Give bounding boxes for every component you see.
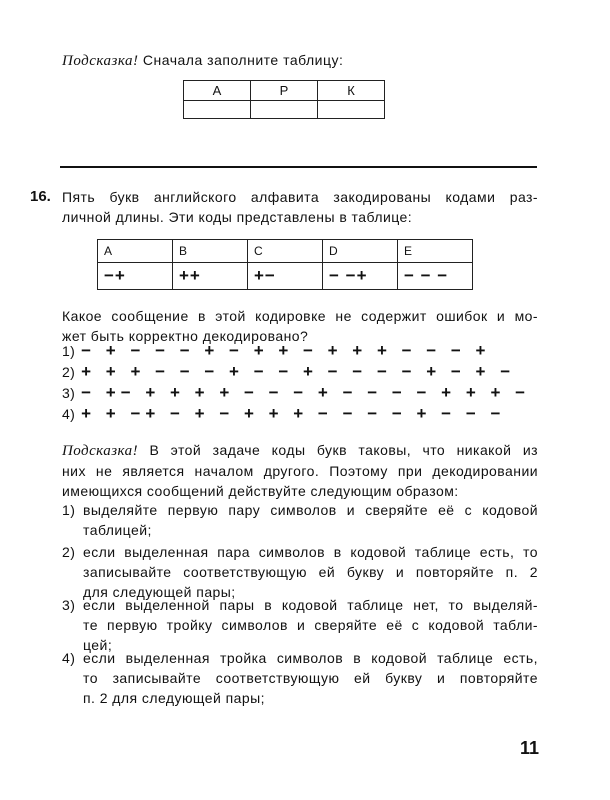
- code-table-letter: D: [323, 240, 398, 263]
- text-line: цей;: [83, 637, 113, 653]
- text-line: записывайте соответствующую ей букву и повторяйте п. 2: [83, 564, 538, 580]
- hint-text: Сначала заполните таблицу:: [142, 52, 344, 68]
- fill-table-header: Р: [251, 81, 318, 101]
- text-line: жет быть корректно декодировано?: [62, 328, 309, 344]
- code-table-code: − −+: [323, 263, 398, 290]
- text-line: п. 2 для следующей пары;: [83, 690, 265, 706]
- code-table-letter: C: [248, 240, 323, 263]
- code-table-code: − − −: [398, 263, 473, 290]
- hint-label: Подсказка!: [62, 443, 139, 459]
- code-table-letter: E: [398, 240, 473, 263]
- option-sequence: − +− + + + + − − − + − − − − + + + −: [81, 383, 531, 402]
- option-label: 2): [62, 364, 76, 380]
- text-line: таблицей;: [83, 522, 152, 538]
- step-number: 3): [62, 597, 76, 613]
- answer-option: [62, 341, 490, 361]
- text-line: имеющихся сообщений действуйте следующим образом:: [62, 483, 459, 499]
- option-sequence: + + + − − − + − − + − − − − + − + −: [81, 362, 516, 381]
- task-intro: [62, 187, 538, 227]
- step-item: [62, 595, 538, 655]
- code-table-letter: A: [98, 240, 173, 263]
- fill-table-header: К: [318, 81, 385, 101]
- task-question: [62, 306, 538, 346]
- text-line: Какое сообщение в этой кодировке не содержит ошибок и мо-: [62, 308, 538, 324]
- option-label: 3): [62, 385, 76, 401]
- code-table-code: −+: [98, 263, 173, 290]
- fill-table-cell: [184, 101, 251, 119]
- step-item: [62, 648, 538, 708]
- fill-table: [183, 80, 385, 119]
- option-sequence: + + −+ − + − + + + − − − − + − − −: [81, 404, 506, 423]
- code-table-code: ++: [173, 263, 248, 290]
- text-line: личной длины. Эти коды представлены в таблице:: [62, 209, 413, 225]
- hint-label: Подсказка!: [62, 53, 139, 69]
- hint-top: [62, 52, 343, 70]
- fill-table-cell: [251, 101, 318, 119]
- step-number: 4): [62, 650, 76, 666]
- fill-table-header: А: [184, 81, 251, 101]
- text-line: выделяйте первую пару символов и сверяйте её с кодовой: [83, 502, 538, 518]
- option-label: 1): [62, 343, 76, 359]
- step-item: [62, 542, 538, 602]
- code-table: [97, 239, 473, 290]
- answer-option: [62, 383, 530, 403]
- text-line: если выделенная пара символов в кодовой таблице есть, то: [83, 544, 538, 560]
- fill-table-cell: [318, 101, 385, 119]
- step-number: 2): [62, 544, 76, 560]
- text-line: для следующей пары;: [83, 584, 236, 600]
- text-line: них не является началом другого. Поэтому при декодировании: [62, 463, 538, 479]
- hint-text: В этой задаче коды букв таковы, что никакой из: [149, 442, 538, 458]
- text-line: если выделенная тройка символов в кодовой таблице есть,: [83, 650, 538, 666]
- page-number: 11: [520, 738, 540, 758]
- answer-line: [60, 166, 537, 168]
- option-label: 4): [62, 406, 76, 422]
- answer-option: [62, 362, 515, 382]
- hint-bottom: [62, 440, 538, 501]
- text-line: если выделенной пары в кодовой таблице нет, то выделяй-: [83, 597, 538, 613]
- text-line: Пять букв английского алфавита закодированы кодами раз-: [62, 189, 538, 205]
- code-table-letter: B: [173, 240, 248, 263]
- answer-option: [62, 404, 505, 424]
- task-number: 16.: [30, 188, 51, 205]
- option-sequence: − + − − − + − + + − + + + − − − +: [81, 341, 491, 360]
- step-number: 1): [62, 502, 76, 518]
- text-line: [62, 440, 538, 461]
- code-table-code: +−: [248, 263, 323, 290]
- text-line: те первую тройку символов и сверяйте её с кодовой табли-: [83, 617, 538, 633]
- step-item: [62, 500, 538, 540]
- text-line: то записывайте соответствующую ей букву и повторяйте: [83, 670, 538, 686]
